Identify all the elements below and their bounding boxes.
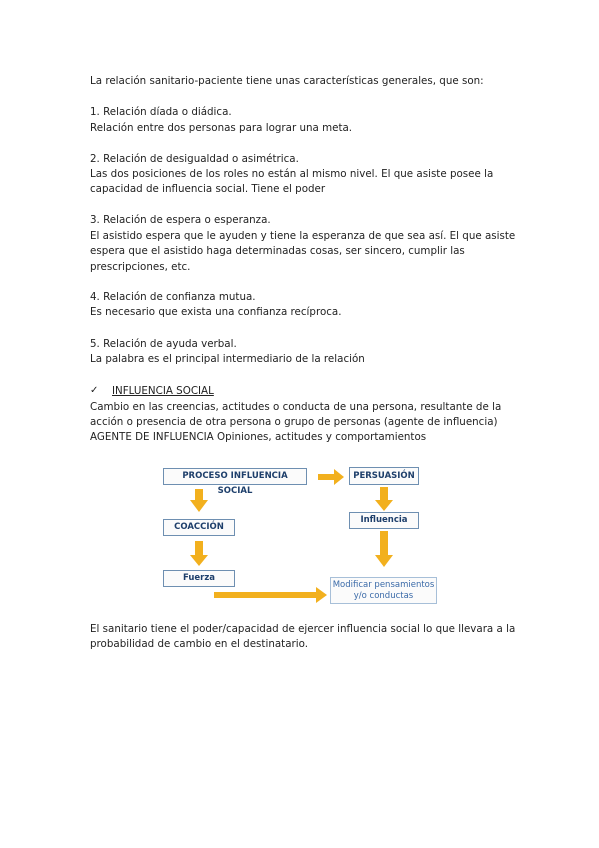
item-3-body-line-3: prescripciones, etc. — [90, 261, 191, 273]
checkmark-icon: ✓ — [90, 385, 99, 396]
arrow-down-icon — [190, 541, 208, 566]
box-modificar-line-2: y/o conductas — [353, 591, 414, 601]
section-heading: INFLUENCIA SOCIAL — [112, 385, 214, 397]
arrow-down-icon — [375, 531, 393, 567]
item-5-title: 5. Relación de ayuda verbal. — [90, 338, 237, 350]
item-2-body-line-1: Las dos posiciones de los roles no están al mismo nivel. El que asiste posee la — [90, 168, 494, 180]
section-line-1: Cambio en las creencias, actitudes o conducta de una persona, resultante de la — [90, 401, 502, 413]
closing-line-1: El sanitario tiene el poder/capacidad de ejercer influencia social lo que llevara a la — [90, 623, 516, 635]
arrow-right-icon — [318, 469, 344, 485]
item-5-body: La palabra es el principal intermediario de la relación — [90, 353, 365, 365]
arrow-down-icon — [190, 489, 208, 512]
intro-text: La relación sanitario-paciente tiene unas características generales, que son: — [90, 75, 484, 87]
section-line-3: AGENTE DE INFLUENCIA Opiniones, actitudes y comportamientos — [90, 431, 427, 443]
item-2-title: 2. Relación de desigualdad o asimétrica. — [90, 153, 299, 165]
closing-line-2: probabilidad de cambio en el destinatario. — [90, 638, 308, 650]
box-persuasion: PERSUASIÓN — [349, 467, 419, 485]
box-fuerza: Fuerza — [163, 570, 235, 587]
box-modificar-line-1: Modificar pensamientos — [332, 580, 435, 590]
box-influencia: Influencia — [349, 512, 419, 529]
item-3-body-line-2: espera que el asistido haga determinadas cosas, ser sincero, cumplir las — [90, 245, 465, 257]
item-3-title: 3. Relación de espera o esperanza. — [90, 214, 271, 226]
arrow-down-icon — [375, 487, 393, 511]
item-1-body: Relación entre dos personas para lograr una meta. — [90, 122, 353, 134]
item-2-body-line-2: capacidad de influencia social. Tiene el poder — [90, 183, 326, 195]
item-4-body: Es necesario que exista una confianza recíproca. — [90, 306, 342, 318]
item-1-title: 1. Relación díada o diádica. — [90, 106, 232, 118]
item-4-title: 4. Relación de confianza mutua. — [90, 291, 256, 303]
box-proceso-influencia-social: PROCESO INFLUENCIA SOCIAL — [163, 468, 307, 485]
section-line-2: acción o presencia de otra persona o grupo de personas (agente de influencia) — [90, 416, 498, 428]
box-modificar-pensamientos — [330, 577, 437, 604]
arrow-right-icon — [214, 587, 327, 603]
box-coaccion: COACCIÓN — [163, 519, 235, 536]
item-3-body-line-1: El asistido espera que le ayuden y tiene la esperanza de que sea así. El que asiste — [90, 230, 516, 242]
